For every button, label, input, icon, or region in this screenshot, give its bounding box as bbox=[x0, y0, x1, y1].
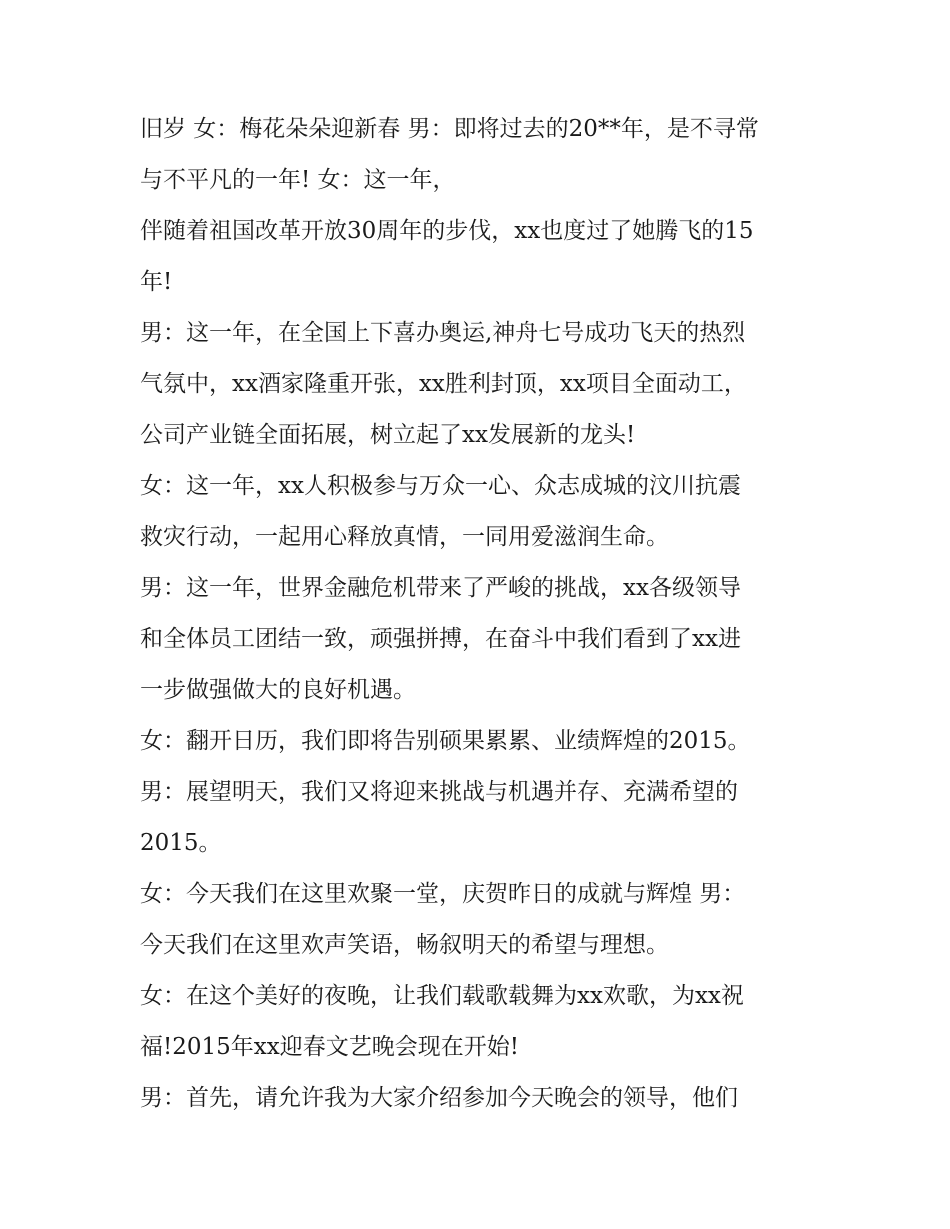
text-line-14: 男：展望明天，我们又将迎来挑战与机遇并存、充满希望的 bbox=[140, 779, 738, 805]
text-line-4: 年! bbox=[140, 269, 173, 295]
text-line-17: 今天我们在这里欢声笑语，畅叙明天的希望与理想。 bbox=[140, 932, 669, 958]
text-line-9: 救灾行动，一起用心释放真情，一同用爱滋润生命。 bbox=[140, 524, 669, 550]
text-line-19: 福!2015年xx迎春文艺晚会现在开始! bbox=[140, 1034, 519, 1060]
text-line-12: 一步做强做大的良好机遇。 bbox=[140, 677, 416, 703]
text-line-1: 旧岁 女：梅花朵朵迎新春 男：即将过去的20**年，是不寻常 bbox=[140, 116, 759, 142]
script-text bbox=[140, 104, 820, 1124]
text-line-8: 女：这一年，xx人积极参与万众一心、众志成城的汶川抗震 bbox=[140, 473, 741, 499]
text-line-15: 2015。 bbox=[140, 830, 222, 856]
text-line-6: 气氛中，xx酒家隆重开张，xx胜利封顶，xx项目全面动工， bbox=[140, 371, 747, 397]
text-line-7: 公司产业链全面拓展，树立起了xx发展新的龙头! bbox=[140, 422, 636, 448]
text-line-13: 女：翻开日历，我们即将告别硕果累累、业绩辉煌的2015。 bbox=[140, 728, 751, 754]
text-line-18: 女：在这个美好的夜晚，让我们载歌载舞为xx欢歌，为xx祝 bbox=[140, 983, 744, 1009]
text-line-3: 伴随着祖国改革开放30周年的步伐，xx也度过了她腾飞的15 bbox=[140, 218, 754, 244]
text-line-20: 男：首先，请允许我为大家介绍参加今天晚会的领导，他们 bbox=[140, 1085, 738, 1111]
text-line-10: 男：这一年，世界金融危机带来了严峻的挑战，xx各级领导 bbox=[140, 575, 741, 601]
text-line-16: 女：今天我们在这里欢聚一堂，庆贺昨日的成就与辉煌 男： bbox=[140, 881, 746, 907]
text-line-5: 男：这一年，在全国上下喜办奥运,神舟七号成功飞天的热烈 bbox=[140, 320, 746, 346]
text-line-2: 与不平凡的一年! 女：这一年， bbox=[140, 167, 456, 193]
text-line-11: 和全体员工团结一致，顽强拼搏，在奋斗中我们看到了xx进 bbox=[140, 626, 741, 652]
